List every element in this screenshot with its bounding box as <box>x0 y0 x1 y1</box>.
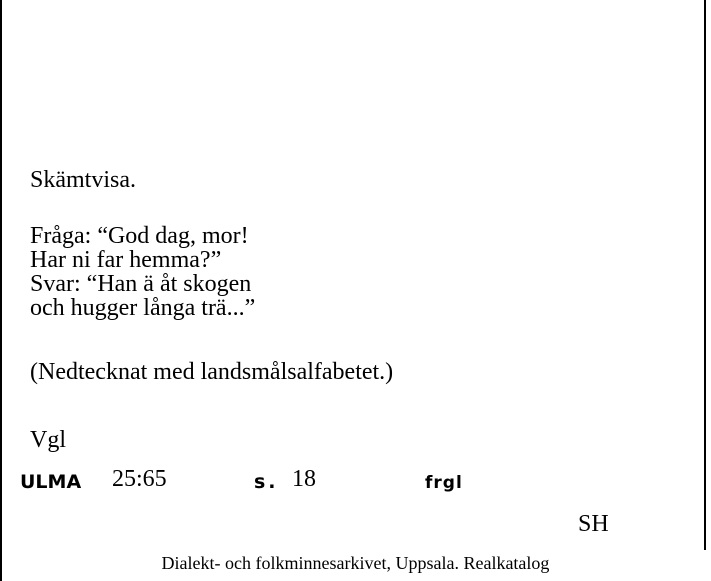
archive-footer: Dialekt- och folkminnesarkivet, Uppsala. Realkatalog <box>161 553 550 573</box>
province-code: Vgl <box>30 427 66 453</box>
verse-line-2: Har ni far hemma?” <box>30 247 222 273</box>
right-border-line <box>704 0 706 550</box>
transcription-note: (Nedtecknat med landsmålsalfabetet.) <box>30 359 394 385</box>
page-label: s. <box>254 471 279 493</box>
recorder-initials: SH <box>578 511 609 537</box>
page-number: 18 <box>292 466 316 492</box>
left-border-line <box>0 0 2 581</box>
category-code: frgl <box>425 473 463 493</box>
archive-code: ULMA <box>20 471 82 493</box>
verse-line-4: och hugger långa trä...” <box>30 295 256 321</box>
archive-number: 25:65 <box>112 466 167 492</box>
verse-line-3: Svar: “Han ä åt skogen <box>30 271 252 297</box>
verse-line-1: Fråga: “God dag, mor! <box>30 223 249 249</box>
card-title: Skämtvisa. <box>30 167 136 193</box>
